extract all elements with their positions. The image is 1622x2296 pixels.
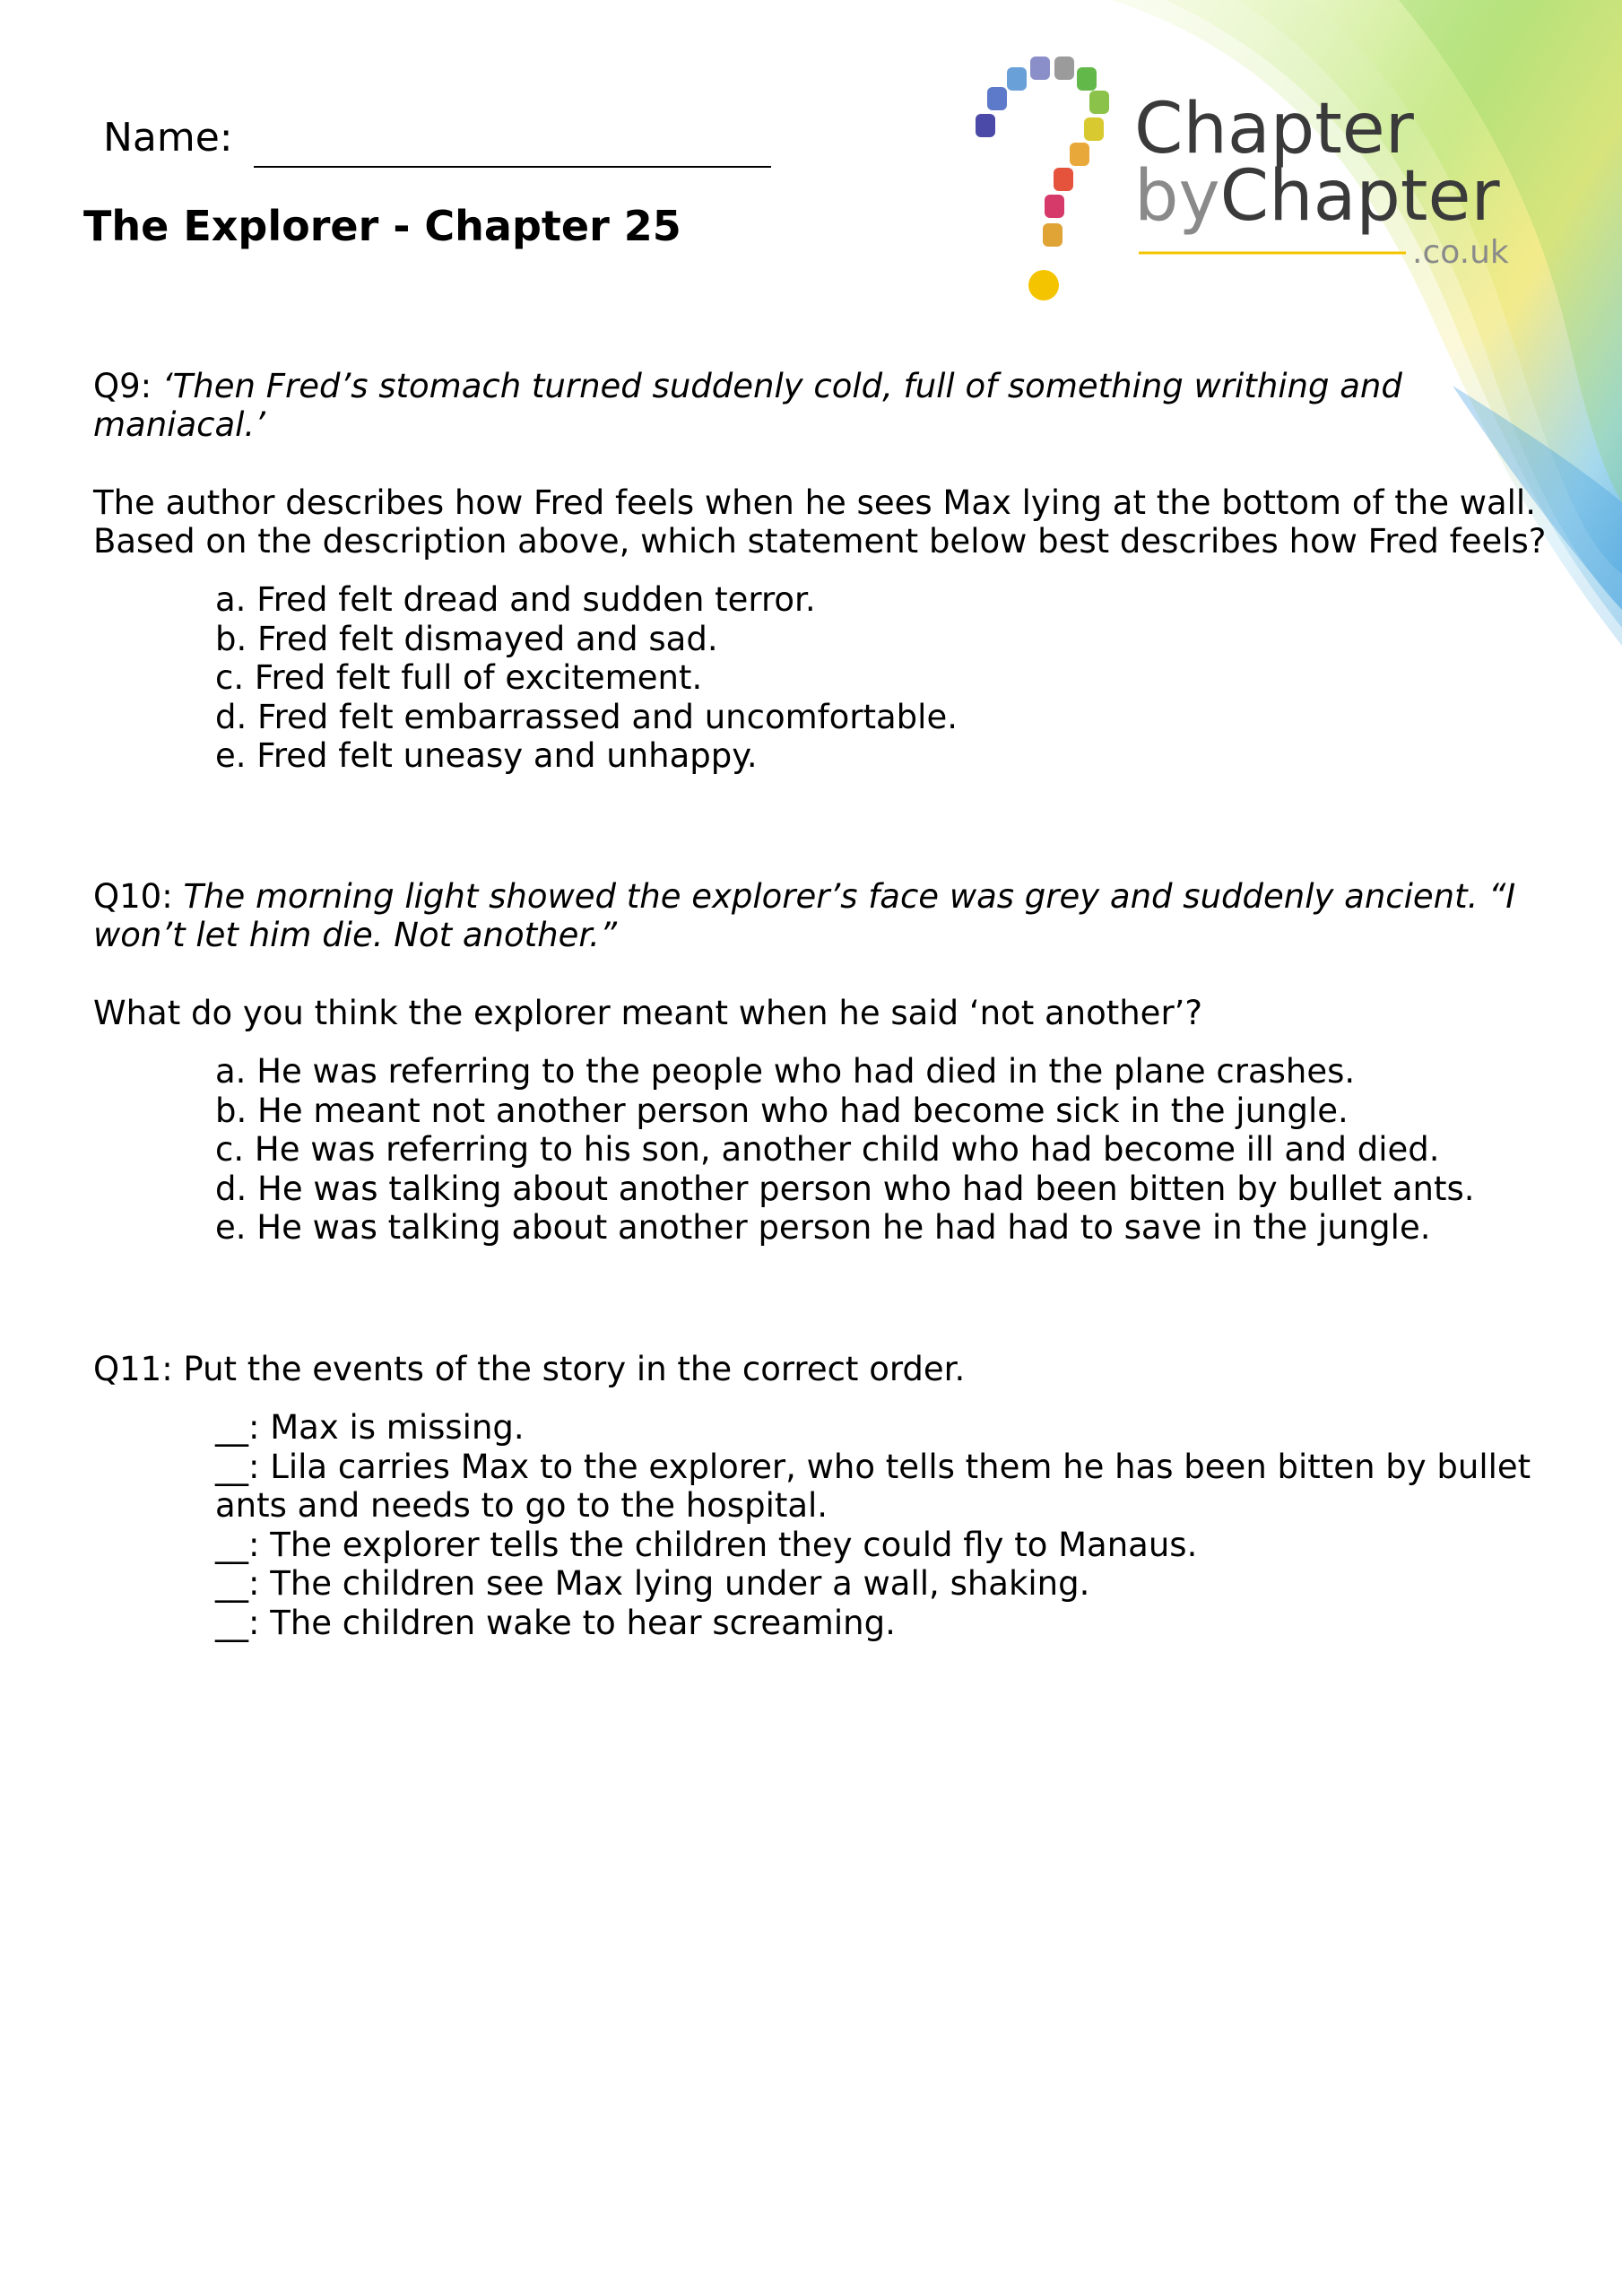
q11-event-continuation: ants and needs to go to the hospital. [215,1486,828,1525]
q11-event[interactable]: __: The children wake to hear screaming. [215,1603,896,1642]
q10-option-a[interactable]: a. He was referring to the people who had died in the plane crashes. [215,1052,1356,1091]
q11-event[interactable]: __: The children see Max lying under a wall, shaking. [215,1564,1090,1603]
q10-options [215,1052,1475,1248]
q9-option-c[interactable]: c. Fred felt full of excitement. [215,658,703,697]
logo-text-chapter: Chapter [1134,89,1414,170]
q9-option-a[interactable]: a. Fred felt dread and sudden terror. [215,580,816,619]
book-question-mark-icon [976,57,1109,300]
q11-event[interactable]: __: The explorer tells the children they could fly to Manaus. [215,1525,1198,1564]
q9-quote [93,367,1402,444]
q10-quote-text: The morning light showed the explorer’s face was grey and suddenly ancient. “I won’t let him die. Not another.” [93,877,1516,954]
q11-prompt: Q11: Put the events of the story in the correct order. [93,1350,966,1388]
q9-option-e[interactable]: e. Fred felt uneasy and unhappy. [215,736,758,775]
q11-event[interactable]: __: Max is missing. [215,1408,525,1447]
q10-option-c[interactable]: c. He was referring to his son, another child who had become ill and died. [215,1130,1440,1169]
q10-number: Q10: [93,877,173,916]
q10-option-b[interactable]: b. He meant not another person who had become sick in the jungle. [215,1091,1349,1130]
worksheet-title: The Explorer - Chapter 25 [83,202,681,250]
logo-text-bychapter: byChapter [1134,156,1500,237]
q10-quote [93,877,1546,954]
name-label: Name: [103,115,233,161]
q9-number: Q9: [93,367,152,405]
chapter-by-chapter-logo [964,49,1547,318]
logo-text-domain: .co.uk [1412,234,1509,271]
q9-prompt-line2: Based on the description above, which statement below best describes how Fred feels? [93,522,1547,561]
q9-prompt-line1: The author describes how Fred feels when he sees Max lying at the bottom of the wall. [93,483,1536,522]
q11-events [215,1408,1531,1642]
q11-event[interactable]: __: Lila carries Max to the explorer, who tells them he has been bitten by bullet [215,1447,1531,1486]
q9-options [215,580,958,776]
q10-option-e[interactable]: e. He was talking about another person he had had to save in the jungle. [215,1208,1431,1247]
q10-prompt: What do you think the explorer meant when he said ‘not another’? [93,994,1203,1032]
q9-quote-text: ‘Then Fred’s stomach turned suddenly cold, full of something writhing and maniacal.’ [93,367,1402,444]
name-answer-line[interactable] [254,166,771,168]
q9-option-b[interactable]: b. Fred felt dismayed and sad. [215,619,718,658]
q9-option-d[interactable]: d. Fred felt embarrassed and uncomfortable. [215,697,958,736]
q10-option-d[interactable]: d. He was talking about another person who had been bitten by bullet ants. [215,1169,1475,1208]
